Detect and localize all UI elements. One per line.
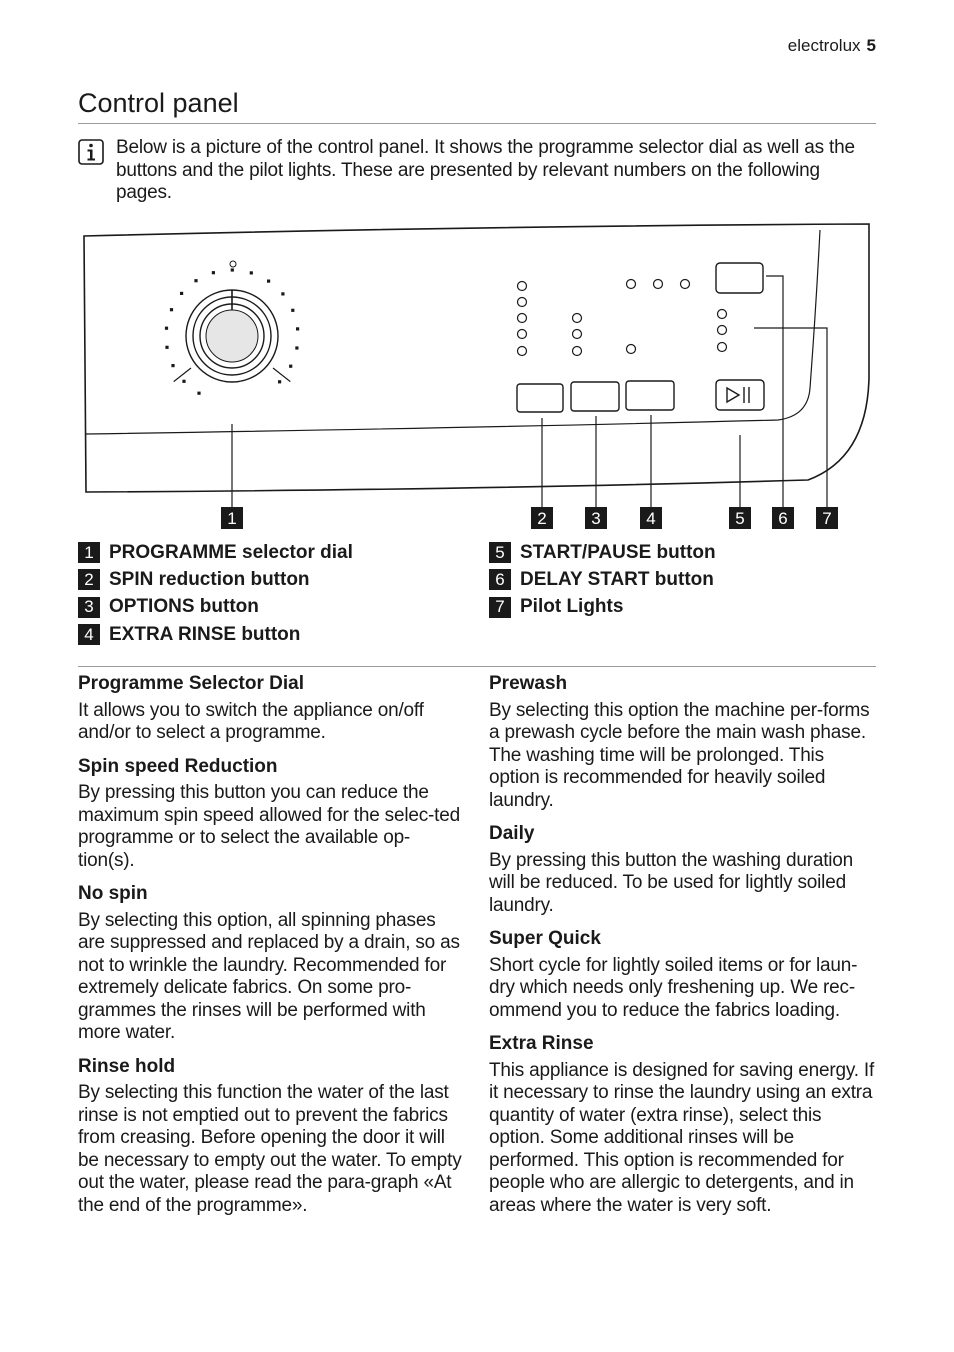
section-heading: Programme Selector Dial <box>78 673 304 694</box>
delay-start-button <box>716 263 763 293</box>
legend-number: 3 <box>78 597 100 618</box>
dial-tick <box>295 346 298 349</box>
legend-number: 4 <box>78 624 100 645</box>
section-body: It allows you to switch the appliance on/off and/or to select a programme. <box>78 699 424 743</box>
diagram-label-6: 6 <box>778 509 788 528</box>
section-body: By selecting this option, all spinning phases are suppressed and replaced by a drain, so as not to wrinkle the laundry. Recommended for extremely delicate fabrics. On some pro-grammes the rinses will be performed with more water. <box>78 909 460 1043</box>
legend-number: 2 <box>78 569 100 590</box>
section-heading: Prewash <box>489 673 568 694</box>
dial-tick <box>180 292 183 295</box>
legend-column-1 <box>78 539 353 648</box>
section-body: This appliance is designed for saving energy. If it necessary to rinse the laundry using an extra quantity of water (extra rinse), select this option. Some additional rinses will be performed. This option is recommended for people who are allergic to detergents, and in areas where the water is very soft. <box>489 1059 875 1216</box>
diagram-label-4: 4 <box>646 509 656 528</box>
extra-rinse-button <box>626 381 674 410</box>
dial-tick <box>182 380 185 383</box>
legend-column-2 <box>489 539 716 621</box>
page-number: 5 <box>866 36 876 55</box>
section-body: By pressing this button the washing duration will be reduced. To be used for lightly soiled laundry. <box>489 849 854 916</box>
dial-tick <box>296 327 299 330</box>
legend-label: OPTIONS button <box>109 596 259 618</box>
intro-text: Below is a picture of the control panel. It shows the programme selector dial as well as the buttons and the pilot lights. These are presented by relevant numbers on the following pages. <box>116 137 855 203</box>
text-column-left <box>78 673 466 1217</box>
legend-item <box>78 594 353 621</box>
dial-tick <box>212 271 215 274</box>
section-body: By selecting this option the machine per-forms a prewash cycle before the main wash phase. The washing time will be prolonged. This option is recommended for heavily soiled laundry. <box>489 699 870 811</box>
dial-tick <box>171 364 174 367</box>
page-header <box>788 36 876 56</box>
dial-tick <box>278 380 281 383</box>
legend-number: 7 <box>489 597 511 618</box>
legend-label: Pilot Lights <box>520 596 624 618</box>
dial-tick <box>165 327 168 330</box>
legend-number: 5 <box>489 542 511 563</box>
options-button <box>571 382 619 411</box>
legend-label: EXTRA RINSE button <box>109 623 301 645</box>
diagram-label-2: 2 <box>537 509 547 528</box>
section-heading: Extra Rinse <box>489 1033 594 1054</box>
dial-separator <box>273 368 290 382</box>
title-divider <box>78 123 876 124</box>
section-heading: Rinse hold <box>78 1055 176 1077</box>
page-title: Control panel <box>78 88 239 118</box>
legend-number: 6 <box>489 569 511 590</box>
dial-tick <box>170 308 173 311</box>
legend-number: 1 <box>78 542 100 563</box>
dial-tick <box>197 392 200 395</box>
section-body: By selecting this function the water of the last rinse is not emptied out to prevent the fabrics from creasing. Before opening the door it will be necessary to empty out the water. To empty out the water, please read the para-graph «At the end of the programme». <box>78 1082 462 1216</box>
dial-tick <box>231 268 234 271</box>
legend-item <box>489 566 716 593</box>
legend-label: SPIN reduction button <box>109 568 310 590</box>
dial-tick <box>165 346 168 349</box>
section-divider <box>78 666 876 667</box>
indicator-lights <box>518 280 727 356</box>
legend-label: DELAY START button <box>520 568 714 590</box>
section-heading: No spin <box>78 883 148 904</box>
dial-separator <box>174 368 191 382</box>
legend-item <box>489 539 716 566</box>
legend-label: PROGRAMME selector dial <box>109 541 353 563</box>
dial-tick <box>267 280 270 283</box>
section-body: Short cycle for lightly soiled items or for laun-dry which needs only freshening up. We rec-ommend you to reduce the fabrics loading. <box>489 954 858 1021</box>
panel-inner-line <box>86 230 820 434</box>
diagram-label-1: 1 <box>227 509 237 528</box>
programme-selector-dial <box>165 261 299 395</box>
legend-label: START/PAUSE button <box>520 541 716 563</box>
control-panel-diagram <box>78 218 878 538</box>
brand-name: electrolux <box>787 36 861 55</box>
section-heading: Daily <box>489 823 535 844</box>
diagram-label-7: 7 <box>822 509 832 528</box>
legend-item <box>489 594 716 621</box>
diagram-label-5: 5 <box>735 509 745 528</box>
section-heading: Spin speed Reduction <box>78 755 278 777</box>
legend-item <box>78 539 353 566</box>
section-heading: Super Quick <box>489 928 601 949</box>
section-body: By pressing this button you can reduce the maximum spin speed allowed for the selec-ted programme or to select the available op-tion(s). <box>78 782 460 871</box>
dial-tick <box>194 279 197 282</box>
info-icon <box>78 139 104 165</box>
diagram-labels <box>221 507 838 529</box>
diagram-label-3: 3 <box>591 509 601 528</box>
text-column-right <box>489 673 877 1217</box>
legend-item <box>78 566 353 593</box>
legend-item <box>78 621 353 648</box>
dial-tick <box>291 309 294 312</box>
dial-tick <box>281 292 284 295</box>
dial-tick <box>289 365 292 368</box>
spin-reduction-button <box>517 384 563 412</box>
dial-tick <box>250 271 253 274</box>
